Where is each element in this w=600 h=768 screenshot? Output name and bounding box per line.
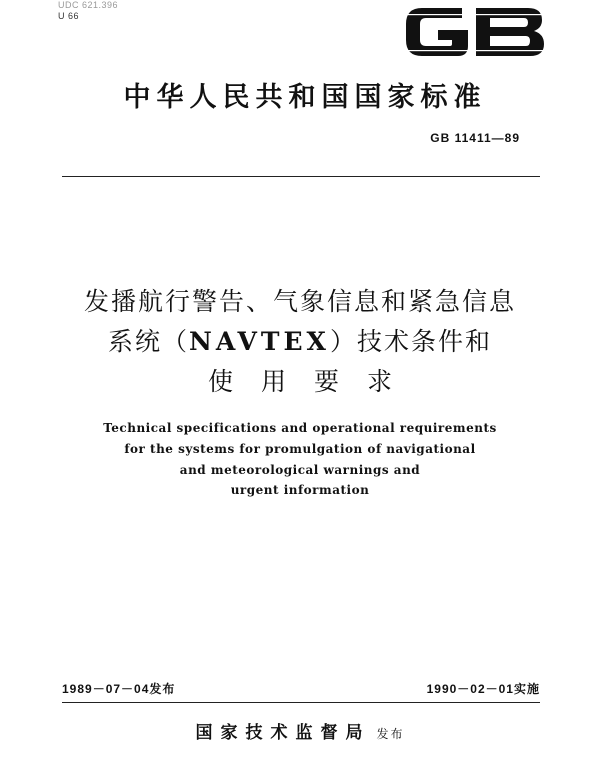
en-title-line1: Technical specifications and operational requirements: [103, 421, 497, 435]
gb-logo-icon: [400, 0, 550, 62]
zh-title-line2: [0, 327, 600, 357]
en-title-line2: for the systems for promulgation of navigational: [124, 442, 476, 456]
document-classification: [58, 0, 118, 22]
bottom-divider: [62, 702, 540, 703]
en-title-line4: urgent information: [230, 483, 370, 497]
zh-title-navtex: NAVTEX: [189, 327, 330, 356]
zh-title-line3: 使用要求: [207, 367, 420, 396]
issue-date: 1989－07－04发布: [62, 682, 176, 696]
zh-title-line1: 发播航行警告、气象信息和紧急信息: [83, 287, 516, 316]
national-standard-title: 中华人民共和国国家标准: [123, 82, 487, 113]
top-divider: [62, 176, 540, 177]
en-title-line3: and meteorological warnings and: [179, 463, 421, 477]
udc-code: UDC 621.396: [58, 0, 119, 10]
publisher: [0, 718, 600, 743]
zh-title-line2-part-a: 系统（: [108, 327, 190, 356]
publisher-name: 国家技术监督局: [195, 723, 371, 743]
zh-title-line2-part-b: ）技术条件和: [329, 327, 492, 356]
ics-code: U 66: [58, 11, 80, 21]
publisher-suffix: 发布: [376, 727, 405, 741]
implementation-date: 1990－02－01实施: [426, 682, 540, 696]
standard-code: GB 11411—89: [430, 131, 520, 145]
